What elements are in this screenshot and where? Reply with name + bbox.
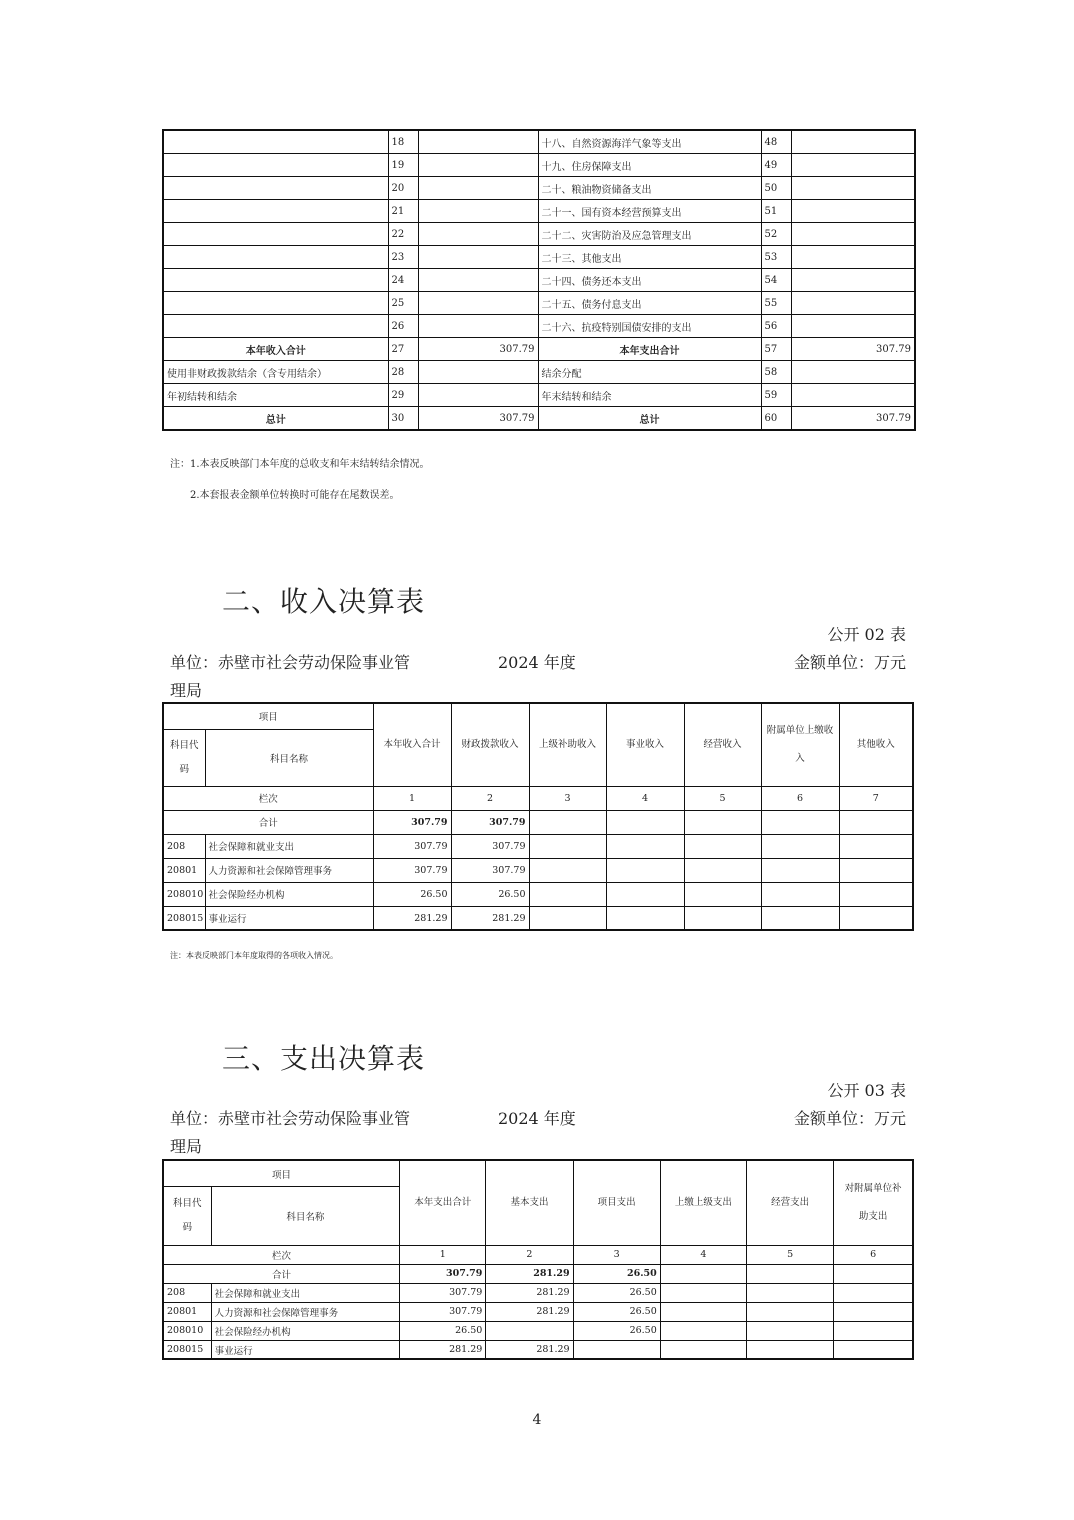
left-item (163, 292, 388, 315)
cell-value: 307.79 (373, 858, 451, 882)
column-header: 本年收入合计 (373, 703, 451, 786)
right-line-no: 56 (761, 315, 791, 338)
section2-year: 2024 年度 (498, 653, 576, 672)
right-item: 二十、粮油物资储备支出 (538, 177, 761, 200)
header-item: 项目 (163, 1160, 400, 1187)
left-value (418, 384, 538, 407)
table-row (163, 906, 913, 930)
left-item: 总计 (163, 407, 388, 431)
column-number: 2 (486, 1245, 573, 1264)
column-header (834, 1160, 913, 1245)
column-number: 6 (834, 1245, 913, 1264)
cell-value: 281.29 (451, 906, 529, 930)
cell-value (834, 1321, 913, 1340)
left-item: 年初结转和结余 (163, 384, 388, 407)
left-line-no: 22 (388, 223, 418, 246)
cell-value (660, 1283, 746, 1302)
left-value (418, 292, 538, 315)
header-item: 项目 (163, 703, 373, 729)
cell-value (684, 882, 761, 906)
table-row (163, 858, 913, 882)
column-header: 上级补助收入 (529, 703, 606, 786)
total-value: 307.79 (373, 810, 451, 834)
column-header: 基本支出 (486, 1160, 573, 1245)
total-label: 合计 (163, 1264, 400, 1283)
right-item: 年末结转和结余 (538, 384, 761, 407)
right-value (791, 315, 915, 338)
total-value: 281.29 (486, 1264, 573, 1283)
right-value (791, 154, 915, 177)
left-line-no: 27 (388, 338, 418, 361)
cell-value (834, 1283, 913, 1302)
column-number: 3 (529, 786, 606, 810)
table-row (163, 384, 915, 407)
column-header: 项目支出 (573, 1160, 660, 1245)
section2-amount-unit: 金额单位：万元 (793, 653, 906, 672)
cell-value (606, 858, 684, 882)
left-value (418, 177, 538, 200)
cell-value (684, 834, 761, 858)
total-value (606, 810, 684, 834)
subject-name: 社会保障和就业支出 (205, 834, 373, 858)
column-header-line: 附属单位上缴收 (766, 724, 834, 736)
right-value (791, 130, 915, 154)
left-line-no: 25 (388, 292, 418, 315)
table1-note-2: 2.本套报表金额单位转换时可能存在尾数误差。 (190, 490, 400, 501)
column-number: 1 (400, 1245, 486, 1264)
column-number-label: 栏次 (163, 1245, 400, 1264)
table-row (163, 834, 913, 858)
left-line-no: 19 (388, 154, 418, 177)
table-row (163, 882, 913, 906)
cell-value: 26.50 (573, 1283, 660, 1302)
cell-value: 307.79 (451, 858, 529, 882)
header-code-line: 码 (179, 763, 189, 775)
right-value: 307.79 (791, 338, 915, 361)
right-value (791, 361, 915, 384)
cell-value: 281.29 (486, 1302, 573, 1321)
subject-code: 208010 (163, 882, 205, 906)
right-line-no: 57 (761, 338, 791, 361)
right-item: 二十一、国有资本经营预算支出 (538, 200, 761, 223)
cell-value (839, 882, 913, 906)
total-value (529, 810, 606, 834)
cell-value (761, 834, 839, 858)
subject-code: 20801 (163, 858, 205, 882)
cell-value: 307.79 (400, 1283, 486, 1302)
section2-unit-cont: 理局 (170, 681, 203, 700)
column-number: 7 (839, 786, 913, 810)
cell-value: 26.50 (451, 882, 529, 906)
cell-value (606, 882, 684, 906)
cell-value (761, 858, 839, 882)
right-item: 二十六、抗疫特别国债安排的支出 (538, 315, 761, 338)
right-line-no: 50 (761, 177, 791, 200)
subject-name: 社会保险经办机构 (205, 882, 373, 906)
cell-value (660, 1340, 746, 1359)
right-line-no: 53 (761, 246, 791, 269)
cell-value (747, 1321, 834, 1340)
right-item: 总计 (538, 407, 761, 431)
column-header-line: 对附属单位补 (844, 1182, 902, 1194)
column-header: 本年支出合计 (400, 1160, 486, 1245)
cell-value (684, 906, 761, 930)
section2-unit: 单位：赤壁市社会劳动保险事业管 (170, 653, 411, 672)
table-row (163, 1321, 913, 1340)
right-line-no: 52 (761, 223, 791, 246)
left-item (163, 269, 388, 292)
cell-value: 281.29 (486, 1340, 573, 1359)
column-number: 3 (573, 1245, 660, 1264)
cell-value: 26.50 (573, 1321, 660, 1340)
section2-title: 二、收入决算表 (222, 585, 426, 618)
table-row (163, 223, 915, 246)
cell-value (747, 1283, 834, 1302)
right-line-no: 49 (761, 154, 791, 177)
table-row (163, 246, 915, 269)
section3-year: 2024 年度 (498, 1109, 576, 1128)
column-number: 5 (747, 1245, 834, 1264)
column-number-label: 栏次 (163, 786, 373, 810)
left-value (418, 154, 538, 177)
section2-form-no: 公开 02 表 (827, 625, 906, 644)
column-number: 4 (660, 1245, 746, 1264)
header-name: 科目名称 (205, 729, 373, 786)
right-value (791, 246, 915, 269)
cell-value: 307.79 (373, 834, 451, 858)
left-item (163, 223, 388, 246)
right-line-no: 59 (761, 384, 791, 407)
cell-value (606, 834, 684, 858)
left-item (163, 154, 388, 177)
table-row (163, 292, 915, 315)
cell-value: 307.79 (451, 834, 529, 858)
cell-value (839, 906, 913, 930)
cell-value (660, 1321, 746, 1340)
right-value (791, 177, 915, 200)
column-number: 1 (373, 786, 451, 810)
left-item (163, 177, 388, 200)
table-row (163, 130, 915, 154)
expenditure-table (162, 1159, 914, 1360)
column-number: 6 (761, 786, 839, 810)
left-line-no: 30 (388, 407, 418, 431)
left-value (418, 223, 538, 246)
section3-unit-cont: 理局 (170, 1137, 203, 1156)
left-line-no: 29 (388, 384, 418, 407)
subject-code: 208010 (163, 1321, 211, 1340)
right-item: 二十三、其他支出 (538, 246, 761, 269)
section3-amount-unit: 金额单位：万元 (793, 1109, 906, 1128)
right-item: 十八、自然资源海洋气象等支出 (538, 130, 761, 154)
right-line-no: 48 (761, 130, 791, 154)
column-header-line: 入 (795, 752, 805, 764)
total-value (761, 810, 839, 834)
header-code-line: 科目代 (173, 1198, 202, 1210)
subject-name: 事业运行 (211, 1340, 400, 1359)
table1-note-1: 注：1.本表反映部门本年度的总收支和年末结转结余情况。 (170, 459, 430, 470)
table-row (163, 407, 915, 431)
left-line-no: 18 (388, 130, 418, 154)
right-value (791, 292, 915, 315)
header-code (163, 1187, 211, 1246)
summary-table (162, 129, 916, 431)
right-item: 结余分配 (538, 361, 761, 384)
right-item: 二十五、债务付息支出 (538, 292, 761, 315)
cell-value (747, 1302, 834, 1321)
right-value (791, 384, 915, 407)
column-header: 其他收入 (839, 703, 913, 786)
total-value (834, 1264, 913, 1283)
right-value: 307.79 (791, 407, 915, 431)
total-value (747, 1264, 834, 1283)
right-item: 本年支出合计 (538, 338, 761, 361)
left-item: 本年收入合计 (163, 338, 388, 361)
column-header: 上缴上级支出 (660, 1160, 746, 1245)
table-row (163, 338, 915, 361)
left-value (418, 361, 538, 384)
subject-code: 208 (163, 834, 205, 858)
right-item: 十九、住房保障支出 (538, 154, 761, 177)
left-line-no: 23 (388, 246, 418, 269)
total-value (684, 810, 761, 834)
cell-value (761, 882, 839, 906)
table-row (163, 200, 915, 223)
right-item: 二十二、灾害防治及应急管理支出 (538, 223, 761, 246)
cell-value (839, 858, 913, 882)
cell-value (573, 1340, 660, 1359)
subject-code: 20801 (163, 1302, 211, 1321)
left-line-no: 24 (388, 269, 418, 292)
column-header: 财政拨款收入 (451, 703, 529, 786)
cell-value (529, 834, 606, 858)
subject-code: 208015 (163, 1340, 211, 1359)
total-value (660, 1264, 746, 1283)
total-value: 307.79 (451, 810, 529, 834)
total-value: 307.79 (400, 1264, 486, 1283)
left-value: 307.79 (418, 338, 538, 361)
cell-value (606, 906, 684, 930)
left-line-no: 20 (388, 177, 418, 200)
table-row (163, 361, 915, 384)
total-value (839, 810, 913, 834)
subject-name: 社会保障和就业支出 (211, 1283, 400, 1302)
cell-value: 281.29 (486, 1283, 573, 1302)
table-row (163, 1340, 913, 1359)
subject-name: 人力资源和社会保障管理事务 (211, 1302, 400, 1321)
right-value (791, 223, 915, 246)
left-line-no: 26 (388, 315, 418, 338)
cell-value (761, 906, 839, 930)
header-code (163, 729, 205, 786)
income-table (162, 702, 914, 931)
left-value (418, 269, 538, 292)
cell-value (747, 1340, 834, 1359)
column-header: 经营收入 (684, 703, 761, 786)
cell-value (834, 1302, 913, 1321)
column-header: 经营支出 (747, 1160, 834, 1245)
subject-name: 人力资源和社会保障管理事务 (205, 858, 373, 882)
header-code-line: 码 (182, 1222, 193, 1234)
section2-note: 注：本表反映部门本年度取得的各项收入情况。 (170, 951, 338, 960)
cell-value (684, 858, 761, 882)
subject-name: 事业运行 (205, 906, 373, 930)
cell-value (660, 1302, 746, 1321)
cell-value: 307.79 (400, 1302, 486, 1321)
cell-value: 281.29 (373, 906, 451, 930)
cell-value (529, 906, 606, 930)
table-row (163, 1302, 913, 1321)
left-item (163, 246, 388, 269)
cell-value (529, 858, 606, 882)
right-value (791, 200, 915, 223)
section3-title: 三、支出决算表 (222, 1042, 426, 1075)
table-row (163, 154, 915, 177)
column-number: 5 (684, 786, 761, 810)
section3-unit: 单位：赤壁市社会劳动保险事业管 (170, 1109, 411, 1128)
left-value (418, 130, 538, 154)
cell-value (529, 882, 606, 906)
right-item: 二十四、债务还本支出 (538, 269, 761, 292)
left-value (418, 315, 538, 338)
section3-form-no: 公开 03 表 (827, 1081, 906, 1100)
table-row (163, 177, 915, 200)
left-item: 使用非财政拨款结余（含专用结余） (163, 361, 388, 384)
column-header: 事业收入 (606, 703, 684, 786)
header-name: 科目名称 (211, 1187, 400, 1246)
cell-value (486, 1321, 573, 1340)
column-header (761, 703, 839, 786)
header-code-line: 科目代 (169, 739, 199, 751)
cell-value: 281.29 (400, 1340, 486, 1359)
right-value (791, 269, 915, 292)
cell-value (834, 1340, 913, 1359)
table-row (163, 269, 915, 292)
left-value (418, 246, 538, 269)
cell-value: 26.50 (373, 882, 451, 906)
left-line-no: 28 (388, 361, 418, 384)
left-value: 307.79 (418, 407, 538, 431)
column-number: 2 (451, 786, 529, 810)
cell-value: 26.50 (400, 1321, 486, 1340)
total-label: 合计 (163, 810, 373, 834)
table-row (163, 315, 915, 338)
subject-code: 208015 (163, 906, 205, 930)
total-value: 26.50 (573, 1264, 660, 1283)
column-header-line: 助支出 (858, 1210, 888, 1222)
left-item (163, 200, 388, 223)
right-line-no: 58 (761, 361, 791, 384)
subject-name: 社会保险经办机构 (211, 1321, 400, 1340)
right-line-no: 60 (761, 407, 791, 431)
right-line-no: 51 (761, 200, 791, 223)
page-number: 4 (532, 1412, 542, 1428)
right-line-no: 55 (761, 292, 791, 315)
table-row (163, 1283, 913, 1302)
left-item (163, 130, 388, 154)
right-line-no: 54 (761, 269, 791, 292)
left-line-no: 21 (388, 200, 418, 223)
left-item (163, 315, 388, 338)
subject-code: 208 (163, 1283, 211, 1302)
left-value (418, 200, 538, 223)
cell-value: 26.50 (573, 1302, 660, 1321)
cell-value (839, 834, 913, 858)
column-number: 4 (606, 786, 684, 810)
